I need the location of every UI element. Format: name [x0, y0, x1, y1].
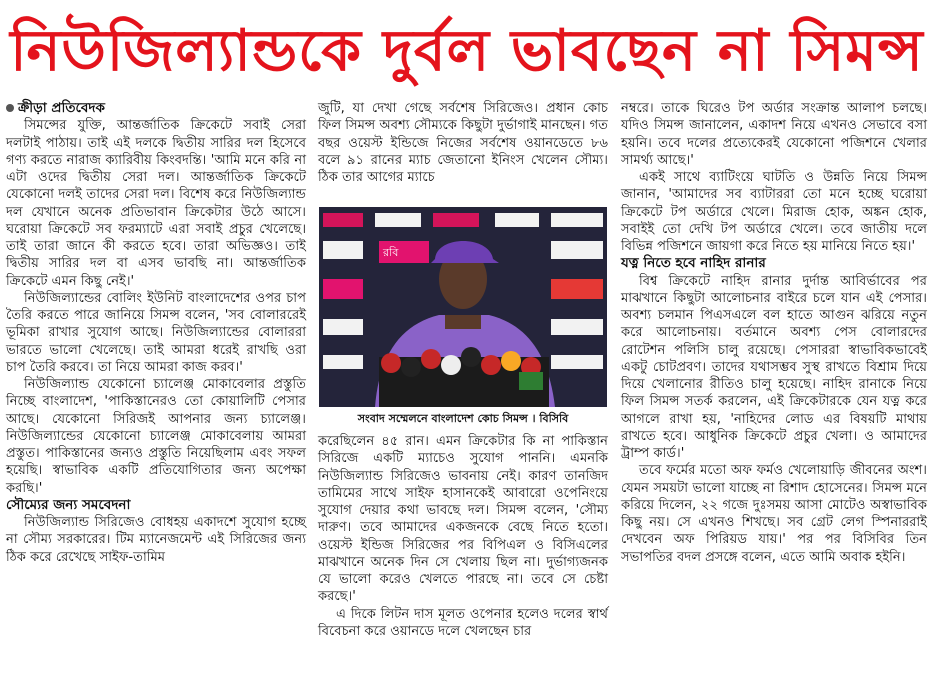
column-3 — [621, 100, 927, 566]
paragraph: তবে ফর্মের মতো অফ ফর্মও খেলোয়াড়ি জীবনের অংশ। যেমন সময়টা ভালো যাচ্ছে না রিশাদ হোসেনের। সিমন্স মনে করিয়ে দিলেন, ২২ গজে দুঃসময় আসা মোটেও অস্বাভাবিক কিছু নয়। সে এখনও শিখছে। সব গ্রেট লেগ স্পিনাররাই দেখবেন অফ পিরিয়ড যায়।' পর পর বিসিবির তিন সভাপতির বদল প্রসঙ্গে বলেন, এতে আমি অবাক হইনি। — [621, 463, 927, 565]
byline — [6, 100, 306, 117]
byline-text: ক্রীড়া প্রতিবেদক — [18, 100, 105, 116]
paragraph: বিশ্ব ক্রিকেটে নাহিদ রানার দুর্দান্ত আবির্ভাবের পর মাঝখানে কিছুটা আলোচনার বাইরে চলে যান এই পেসার। অবশ্য চলমান পিএসএলে বল হাতে আগুন ঝরিয়ে নতুন করে আলোচনায়। বর্তমানে অবশ্য পেস বোলারদের রোটেশন পলিসি চালু রয়েছে। পেসাররা স্বাভাবিকভাবেই একটু চোটপ্রবণ। তাদের যথাসম্ভব সুস্থ রাখতে বিশ্রাম দিয়ে দিয়ে খেলানোর রীতিও চালু হয়েছে। নাহিদ রানাকে নিয়ে ফিল সিমন্স সতর্ক করলেন, এই ক্রিকেটারকে যেন যত্ন করে আগলে রাখা হয়, 'নাহিদের লোড এর বিষয়টি মাথায় রাখতে হবে। আধুনিক ক্রিকেটে প্রচুর খেলা। ও আমাদের ট্রাম্প কার্ড।' — [621, 273, 927, 461]
paragraph: এ দিকে লিটন দাস মূলত ওপেনার হলেও দলের স্বার্থ বিবেচনা করে ওয়ানডে দলে খেলছেন চার — [318, 606, 608, 639]
headline: নিউজিল্যান্ডকে দুর্বল ভাবছেন না সিমন্স — [10, 18, 924, 84]
paragraph: নিউজিল্যান্ড সিরিজেও বোধহয় একাদশে সুযোগ হচ্ছে না সৌম্য সরকারের। টিম ম্যানেজমেন্ট এই সিরিজের জন্য ঠিক করে রেখেছে সাইফ-তামিম — [6, 515, 306, 565]
svg-text:রবি: রবি — [383, 246, 399, 259]
column-1 — [6, 100, 306, 566]
column-2-top — [318, 100, 608, 186]
subheading: যত্ন নিতে হবে নাহিদ রানার — [621, 255, 766, 272]
paragraph: নিউজিল্যান্ডের বোলিং ইউনিট বাংলাদেশের ওপর চাপ তৈরি করতে পারে জানিয়ে সিমন্স বলেন, 'সব বোলাররেই ভূমিকা রাখার সুযোগ আছে। নিউজিল্যান্ডের বোলাররা ভারতে ভালো খেলেছে। তাই আমরা ধরেই রাখছি ওরা চাপ তৈরি করবে। তা নিয়ে আমরা কাজ করব।' — [6, 290, 306, 375]
subheading: সৌম্যের জন্য সমবেদনা — [6, 496, 131, 513]
paragraph: জুটি, যা দেখা গেছে সর্বশেষ সিরিজেও। প্রধান কোচ ফিল সিমন্স অবশ্য সৌম্যকে কিছুটা দুর্ভাগাই মানছেন। গত বছর ওয়েস্ট ইন্ডিজে নিজের সর্বশেষ ওয়ানডেতে ৮৬ বলে ৯১ রানের ম্যাচ জেতানো ইনিংস খেলেন সৌম্য। ঠিক তার আগের ম্যাচে — [318, 101, 608, 185]
photo-caption: সংবাদ সম্মেলনে বাংলাদেশ কোচ সিমন্স । বিসিবি — [357, 412, 569, 425]
paragraph: একই সাথে ব্যাটিংয়ে ঘাটতি ও উন্নতি নিয়ে সিমন্স জানান, 'আমাদের সব ব্যাটাররা তো মনে হচ্ছে ঘরোয়া ক্রিকেটে টপ অর্ডারে খেলে। মিরাজ হোক, অঙ্কন হোক, সবাইই তো দেখি টপ অর্ডারে খেলে। তবে জাতীয় দলে বিভিন্ন পজিশনে জায়গা করে নিতে হয় মানিয়ে নিতে হয়।' — [621, 170, 927, 254]
paragraph: নম্বরে। তাকে ঘিরেও টপ অর্ডার সংক্রান্ত আলাপ চলছে। যদিও সিমন্স জানালেন, একাদশ নিয়ে এখনও সেভাবে বসা হয়নি। তবে দলের প্রত্যেকেরই যেকোনো পজিশনে খেলার সামর্থ্য আছে।' — [621, 101, 927, 168]
column-2-bottom — [318, 433, 608, 640]
paragraph: নিউজিল্যান্ড যেকোনো চ্যালেঞ্জ মোকাবেলার প্রস্তুতি নিচ্ছে বাংলাদেশ, 'পাকিস্তানেরও তো কোয়ালিটি পেসার আছে। যেকোনো সিরিজই আপনার জন্য চ্যালেঞ্জ। নিউজিল্যান্ডের যেকোনো চ্যালেঞ্জ মোকাবেলায় আমরা প্রস্তুত। পাকিস্তানের জন্যও প্রস্তুতি নিয়েছিলাম এবং সফল হয়েছি। স্বাভাবিক একটি প্রতিযোগিতার জন্য অপেক্ষা করছি।' — [6, 377, 306, 496]
paragraph: করেছিলেন ৪৫ রান। এমন ক্রিকেটার কি না পাকিস্তান সিরিজে একটি ম্যাচেও সুযোগ পাননি। এমনকি নিউজিল্যান্ড সিরিজেও ভাবনায় নেই। কারণ তানজিদ তামিমের সাথে সাইফ হাসানকেই আবারো ওপেনিংয়ে সুযোগ দেয়ার কথা ভাবছে দল। সিমন্স বলেন, 'সৌম্য দারুণ। তবে আমাদের একজনকে বেছে নিতে হতো। ওয়েস্ট ইন্ডিজ সিরিজের পর বিপিএল ও বিসিএলের মাঝখানে অনেক দিন সে খেলায় ছিল না। দুর্ভাগ্যজনক যে ভালো করেও খেলতে পারছে না। তবে সে চেষ্টা করছে।' — [318, 434, 608, 605]
press-conference-photo — [319, 207, 607, 407]
paragraph: সিমন্সের যুক্তি, আন্তর্জাতিক ক্রিকেটে সবাই সেরা দলটাই পাঠায়। তাই এই দলকে দ্বিতীয় সারির দল হিসেবে গণ্য করতে নারাজ ক্যারিবীয় কিংবদন্তি। 'আমি মনে করি না এটা ওদের দ্বিতীয় সেরা দল। আন্তর্জাতিক ক্রিকেটে যেকোনো দলই তাদের সেরা দল। বিশেষ করে নিউজিল্যান্ড দল যেখানে অনেক প্রতিভাবান ক্রিকেটার উঠে আসে। ঘরোয়া ক্রিকেটে সব ফরম্যাটে এরা সবাই প্রচুর খেলেছে। তাই তারা জানে কী করতে হবে। তারা অভিজ্ঞও। তাই দ্বিতীয় সারির দল বা এসব ভাবছি না। আন্তর্জাতিক ক্রিকেটে এমন কিছু নেই।' — [6, 118, 306, 289]
bullet-icon — [6, 104, 14, 112]
